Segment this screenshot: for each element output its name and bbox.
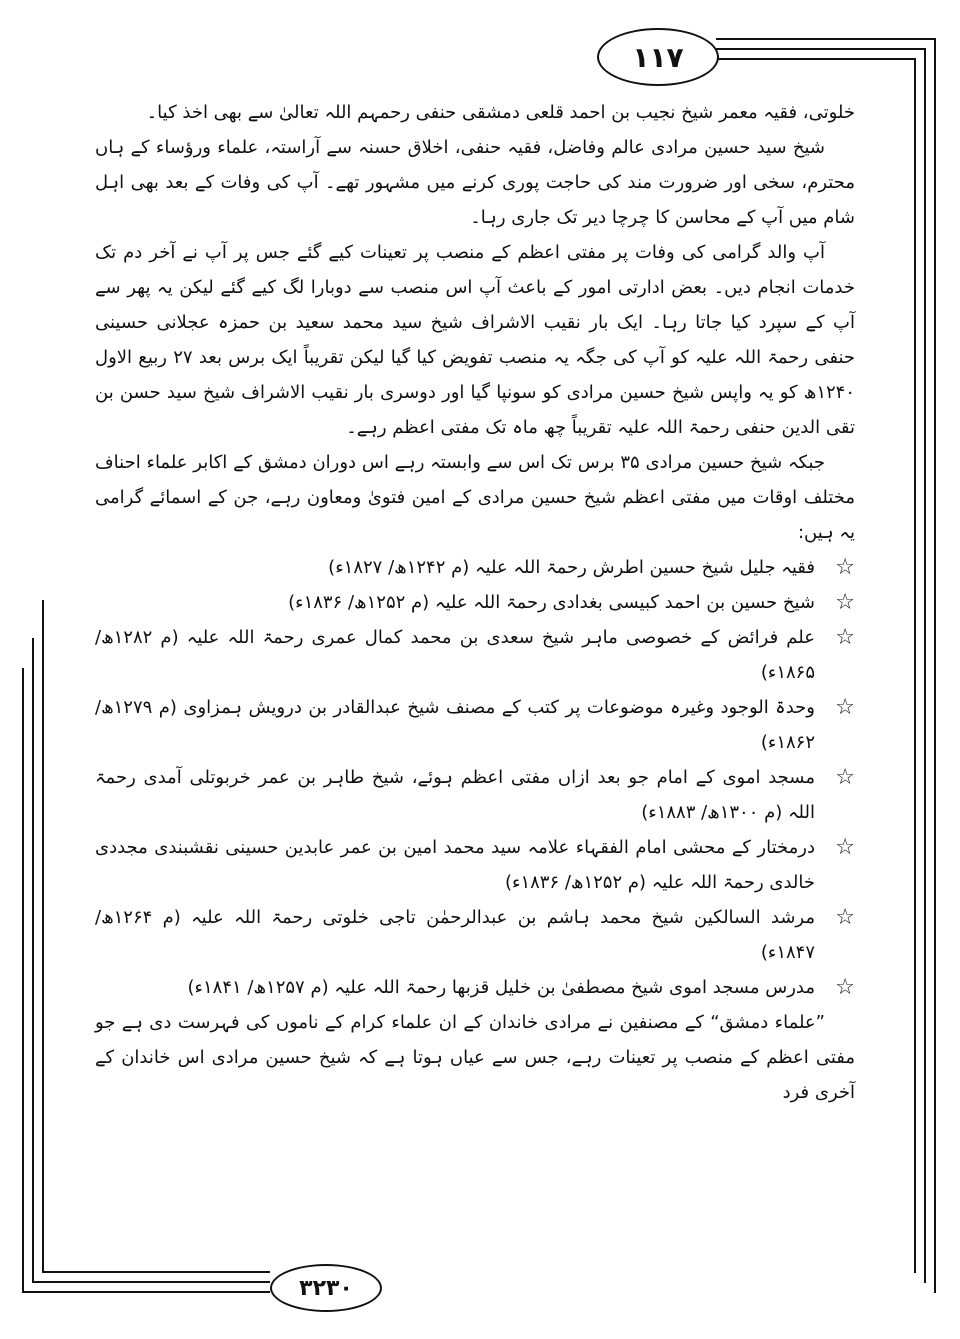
- frame-bottom-line-3: [42, 1271, 270, 1273]
- scholar-entry: وحدۃ الوجود وغیرہ موضوعات پر کتب کے مصنف شیخ عبدالقادر بن درویش ہمزاوی (م ۱۲۷۹ھ/ ۱۸۶۲ء): [95, 697, 815, 753]
- frame-bottom-line-1: [22, 1291, 270, 1293]
- star-icon: ☆: [835, 625, 855, 650]
- frame-top-line-2: [716, 48, 926, 50]
- list-item: [95, 970, 855, 1005]
- frame-left-line-2: [32, 638, 34, 1283]
- top-page-number: ۱۱۷: [597, 28, 719, 86]
- frame-left-line-1: [22, 668, 24, 1293]
- star-icon: ☆: [835, 975, 855, 1000]
- list-item: [95, 620, 855, 690]
- scholar-entry: مدرس مسجد اموی شیخ مصطفیٰ بن خلیل قزبھا رحمۃ اللہ علیہ (م ۱۲۵۷ھ/ ۱۸۴۱ء): [187, 977, 815, 998]
- scholar-entry: شیخ حسین بن احمد کبیسی بغدادی رحمۃ اللہ علیہ (م ۱۲۵۲ھ/ ۱۸۳۶ء): [288, 592, 815, 613]
- paragraph-2: شیخ سید حسین مرادی عالم وفاضل، فقیہ حنفی، اخلاق حسنہ سے آراستہ، علماء ورؤساء کے ہاں محترم، سخی اور ضرورت مند کی حاجت پوری کرنے میں مشہور تھے۔ آپ کی وفات کے بعد بھی اہل شام میں آپ کے محاسن کا چرچا دیر تک جاری رہا۔: [95, 137, 855, 228]
- frame-right-line-2: [924, 48, 926, 1283]
- list-item: [95, 690, 855, 760]
- star-icon: ☆: [835, 555, 855, 580]
- list-item: [95, 900, 855, 970]
- scholar-entry: علم فرائض کے خصوصی ماہر شیخ سعدی بن محمد کمال عمری رحمۃ اللہ علیہ (م ۱۲۸۲ھ/ ۱۸۶۵ء): [95, 627, 815, 683]
- scholar-entry: فقیہ جلیل شیخ حسین اطرش رحمۃ اللہ علیہ (م ۱۲۴۲ھ/ ۱۸۲۷ء): [328, 557, 815, 578]
- frame-top-line-3: [716, 58, 916, 60]
- list-item: [95, 550, 855, 585]
- star-icon: ☆: [835, 905, 855, 930]
- star-icon: ☆: [835, 765, 855, 790]
- paragraph-4: جبکہ شیخ حسین مرادی ۳۵ برس تک اس سے وابستہ رہے اس دوران دمشق کے اکابر علماء احناف مختلف اوقات میں مفتی اعظم شیخ حسین مرادی کے امین فتویٰ ومعاون رہے، جن کے اسمائے گرامی یہ ہیں:: [95, 452, 855, 543]
- scholar-entry: مرشد السالکین شیخ محمد ہاشم بن عبدالرحمٰن تاجی خلوتی رحمۃ اللہ علیہ (م ۱۲۶۴ھ/ ۱۸۴۷ء): [95, 907, 815, 963]
- frame-right-line-3: [914, 58, 916, 1273]
- list-item: [95, 830, 855, 900]
- star-icon: ☆: [835, 695, 855, 720]
- bottom-page-number: ۳۲۳۰: [270, 1264, 382, 1312]
- scholar-entry: درمختار کے محشی امام الفقہاء علامہ سید محمد امین بن عمر عابدین حسینی نقشبندی مجددی خالدی رحمۃ اللہ علیہ (م ۱۲۵۲ھ/ ۱۸۳۶ء): [95, 837, 815, 893]
- article-body: [95, 95, 855, 1255]
- frame-bottom-line-2: [32, 1281, 270, 1283]
- scholar-list: [95, 550, 855, 1005]
- paragraph-1: خلوتی، فقیہ معمر شیخ نجیب بن احمد قلعی دمشقی حنفی رحمہم اللہ تعالیٰ سے بھی اخذ کیا۔: [146, 102, 855, 123]
- frame-right-line-1: [934, 38, 936, 1293]
- star-icon: ☆: [835, 590, 855, 615]
- list-item: [95, 585, 855, 620]
- frame-top-line-1: [716, 38, 936, 40]
- paragraph-3: آپ والد گرامی کی وفات پر مفتی اعظم کے منصب پر تعینات کیے گئے جس پر آپ نے آخر دم تک خدمات انجام دیں۔ بعض ادارتی امور کے باعث آپ اس منصب سے دوبارا لگ کیے گئے لیکن یہ پھر سے آپ کے سپرد کیا جاتا رہا۔ ایک بار نقیب الاشراف شیخ سید محمد سعید بن حمزہ عجلانی حسینی حنفی رحمۃ اللہ علیہ کو آپ کی جگہ یہ منصب تفویض کیا گیا لیکن تقریباً ایک برس بعد ۲۷ ربیع الاول ۱۲۴۰ھ کو یہ واپس شیخ حسین مرادی کو سونپا گیا اور دوسری بار نقیب الاشراف شیخ سید حسن بن تقی الدین حنفی رحمۃ اللہ علیہ تقریباً چھ ماہ تک مفتی اعظم رہے۔: [95, 242, 855, 438]
- list-item: [95, 760, 855, 830]
- star-icon: ☆: [835, 835, 855, 860]
- closing-paragraph: ”علماء دمشق“ کے مصنفین نے مرادی خاندان کے ان علماء کرام کے ناموں کی فہرست دی ہے جو مفتی اعظم کے منصب پر تعینات رہے، جس سے عیاں ہوتا ہے کہ شیخ حسین مرادی اس خاندان کے آخری فرد: [95, 1012, 855, 1103]
- frame-left-line-3: [42, 600, 44, 1273]
- scholar-entry: مسجد اموی کے امام جو بعد ازاں مفتی اعظم ہوئے، شیخ طاہر بن عمر خربوتلی آمدی رحمۃ اللہ (م ۱۳۰۰ھ/ ۱۸۸۳ء): [95, 767, 815, 823]
